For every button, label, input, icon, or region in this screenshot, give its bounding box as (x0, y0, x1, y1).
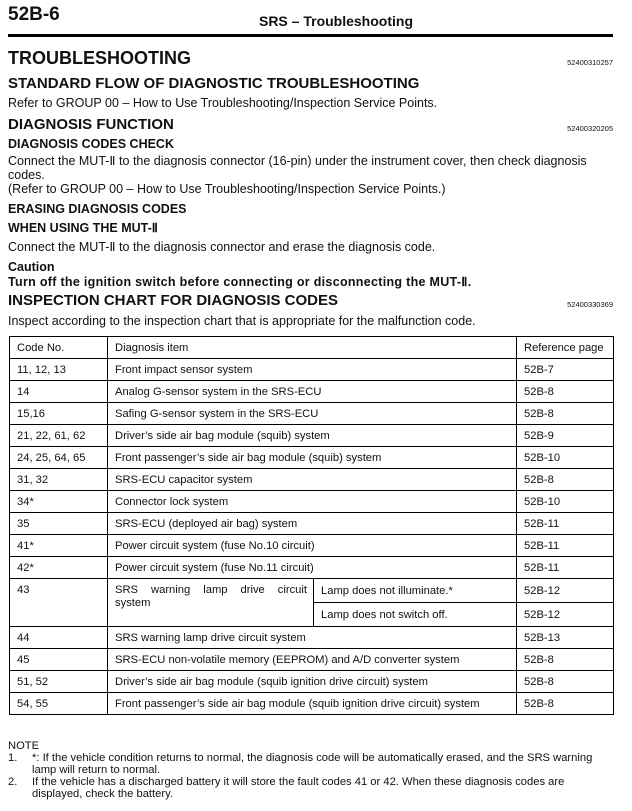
reference-page-cell: 52B-11 (517, 535, 614, 557)
diagnosis-item-cell: SRS-ECU non-volatile memory (EEPROM) and A/D converter system (108, 649, 517, 671)
code-cell: 44 (10, 627, 108, 649)
reference-page-cell: 52B-8 (517, 671, 614, 693)
condition-cell: Lamp does not illuminate.* (314, 579, 517, 603)
code-cell: 54, 55 (10, 693, 108, 715)
inspection-chart-ref: 52400330369 (567, 300, 613, 309)
table-row (10, 579, 614, 603)
codes-check-refer: (Refer to GROUP 00 – How to Use Troubleshooting/Inspection Service Points.) (8, 182, 446, 196)
reference-page-cell: 52B-8 (517, 403, 614, 425)
erasing-text: Connect the MUT-Ⅱ to the diagnosis connector and erase the diagnosis code. (8, 240, 436, 254)
reference-page-cell: 52B-8 (517, 381, 614, 403)
note-text: If the vehicle has a discharged battery it will store the fault codes 41 or 42. When these diagnosis codes are displayed, check the battery. (32, 776, 565, 800)
code-cell: 41* (10, 535, 108, 557)
caution-label: Caution (8, 260, 55, 274)
code-cell: 24, 25, 64, 65 (10, 447, 108, 469)
code-cell: 51, 52 (10, 671, 108, 693)
table-row (10, 627, 614, 649)
table-row (10, 447, 614, 469)
diagnosis-item-cell: Power circuit system (fuse No.11 circuit) (108, 557, 517, 579)
note-list (8, 752, 616, 800)
code-cell: 11, 12, 13 (10, 359, 108, 381)
header-code: Code No. (10, 337, 108, 359)
note-number: 1. (8, 752, 18, 764)
table-row (10, 381, 614, 403)
reference-page-cell: 52B-10 (517, 447, 614, 469)
code-cell: 35 (10, 513, 108, 535)
reference-page-cell: 52B-8 (517, 693, 614, 715)
table-row (10, 403, 614, 425)
codes-check-title: DIAGNOSIS CODES CHECK (8, 137, 174, 151)
code-cell: 45 (10, 649, 108, 671)
note-item (8, 776, 616, 800)
diagnosis-item-cell: SRS warning lamp drive circuit system (108, 627, 517, 649)
diagnosis-item-cell: Connector lock system (108, 491, 517, 513)
standard-flow-title: STANDARD FLOW OF DIAGNOSTIC TROUBLESHOOTING (8, 75, 420, 92)
erasing-subtitle: WHEN USING THE MUT-Ⅱ (8, 221, 158, 235)
troubleshooting-ref: 52400310257 (567, 58, 613, 67)
reference-page-cell: 52B-12 (517, 603, 614, 627)
codes-check-text: Connect the MUT-Ⅱ to the diagnosis connector (16-pin) under the instrument cover, then check diagnosis codes. (8, 154, 587, 182)
diagnosis-item-cell: Power circuit system (fuse No.10 circuit) (108, 535, 517, 557)
diagnosis-item-cell: SRS warning lamp drive circuit system (108, 579, 314, 627)
reference-page-cell: 52B-8 (517, 649, 614, 671)
table-row (10, 535, 614, 557)
code-cell: 31, 32 (10, 469, 108, 491)
note-label: NOTE (8, 740, 40, 752)
diagnosis-item-cell: Front passenger’s side air bag module (squib ignition drive circuit) system (108, 693, 517, 715)
header-reference-page: Reference page (517, 337, 614, 359)
header-rule (8, 34, 613, 37)
diagnosis-function-ref: 52400320205 (567, 124, 613, 133)
table-row (10, 671, 614, 693)
code-cell: 43 (10, 579, 108, 627)
condition-cell: Lamp does not switch off. (314, 603, 517, 627)
code-cell: 15,16 (10, 403, 108, 425)
note-number: 2. (8, 776, 18, 788)
caution-text: Turn off the ignition switch before connecting or disconnecting the MUT-Ⅱ. (8, 275, 472, 289)
reference-page-cell: 52B-9 (517, 425, 614, 447)
reference-page-cell: 52B-10 (517, 491, 614, 513)
reference-page-cell: 52B-8 (517, 469, 614, 491)
table-row (10, 425, 614, 447)
reference-page-cell: 52B-12 (517, 579, 614, 603)
erasing-title: ERASING DIAGNOSIS CODES (8, 202, 187, 216)
table-row (10, 491, 614, 513)
diagnosis-item-cell: SRS-ECU capacitor system (108, 469, 517, 491)
code-cell: 21, 22, 61, 62 (10, 425, 108, 447)
diagnosis-item-cell: SRS-ECU (deployed air bag) system (108, 513, 517, 535)
table-row (10, 557, 614, 579)
table-row (10, 359, 614, 381)
reference-page-cell: 52B-11 (517, 557, 614, 579)
troubleshooting-title: TROUBLESHOOTING (8, 48, 191, 68)
table-row (10, 693, 614, 715)
diagnosis-codes-table (9, 336, 614, 715)
reference-page-cell: 52B-13 (517, 627, 614, 649)
diagnosis-item-cell: Safing G-sensor system in the SRS-ECU (108, 403, 517, 425)
table-row (10, 649, 614, 671)
diagnosis-item-cell: Driver’s side air bag module (squib) system (108, 425, 517, 447)
code-cell: 42* (10, 557, 108, 579)
table-row (10, 469, 614, 491)
page-number: 52B-6 (8, 4, 60, 25)
diagnosis-item-cell: Driver’s side air bag module (squib ignition drive circuit) system (108, 671, 517, 693)
table-header-row (10, 337, 614, 359)
standard-flow-text: Refer to GROUP 00 – How to Use Troubleshooting/Inspection Service Points. (8, 96, 438, 110)
note-item (8, 752, 616, 776)
diagnosis-function-title: DIAGNOSIS FUNCTION (8, 116, 174, 133)
diagnosis-item-cell: Analog G-sensor system in the SRS-ECU (108, 381, 517, 403)
diagnosis-item-cell: Front impact sensor system (108, 359, 517, 381)
code-cell: 14 (10, 381, 108, 403)
reference-page-cell: 52B-11 (517, 513, 614, 535)
inspection-chart-title: INSPECTION CHART FOR DIAGNOSIS CODES (8, 292, 339, 309)
inspection-chart-text: Inspect according to the inspection chart that is appropriate for the malfunction code. (8, 314, 476, 328)
header-diagnosis-item: Diagnosis item (108, 337, 517, 359)
note-text: *: If the vehicle condition returns to normal, the diagnosis code will be automatically erased, and the SRS warning lamp will return to normal. (32, 752, 593, 776)
page-header-title: SRS – Troubleshooting (258, 13, 413, 29)
code-cell: 34* (10, 491, 108, 513)
reference-page-cell: 52B-7 (517, 359, 614, 381)
diagnosis-item-cell: Front passenger’s side air bag module (squib) system (108, 447, 517, 469)
table-row (10, 513, 614, 535)
